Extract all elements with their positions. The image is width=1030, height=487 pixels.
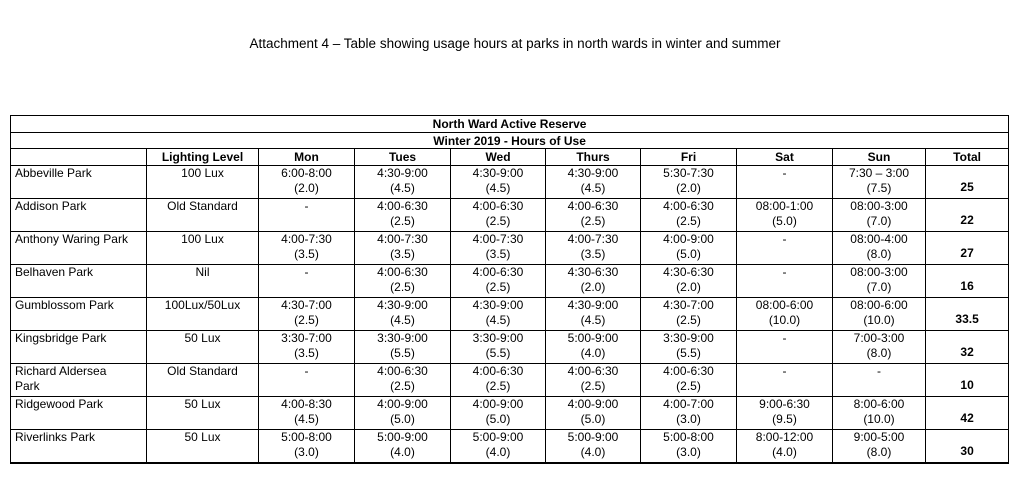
duration-hours: (3.5) (294, 346, 319, 360)
day-hours-cell (355, 232, 451, 265)
table-title: North Ward Active Reserve (11, 116, 1009, 133)
duration-hours: (2.5) (485, 280, 511, 294)
time-range: 4:00-6:30 (472, 199, 524, 213)
park-name-cell: Ridgewood Park (11, 397, 147, 430)
day-hours-cell (737, 232, 833, 265)
duration-hours: (5.5) (390, 346, 415, 360)
duration-hours: (2.0) (294, 181, 319, 195)
time-range: 8:00-6:00 (853, 397, 905, 411)
column-header: Fri (641, 149, 737, 166)
day-hours-cell (546, 331, 641, 364)
day-hours-cell (737, 430, 833, 463)
day-hours-cell (641, 232, 737, 265)
total-hours-cell: 10 (926, 364, 1009, 397)
day-hours-cell (546, 166, 641, 199)
total-hours-cell: 16 (926, 265, 1009, 298)
time-range: - (304, 265, 309, 279)
time-range: 4:30-6:30 (567, 265, 619, 279)
duration-hours: (2.5) (390, 379, 415, 393)
day-hours-cell (355, 265, 451, 298)
column-header: Tues (355, 149, 451, 166)
park-name-cell: Addison Park (11, 199, 147, 232)
time-range: 4:00-7:30 (567, 232, 619, 246)
time-range: 4:00-7:30 (377, 232, 428, 246)
day-hours-cell (451, 430, 546, 463)
day-hours-cell (641, 199, 737, 232)
day-hours-cell (259, 166, 355, 199)
time-range: 9:00-5:00 (853, 430, 905, 444)
duration-hours: (3.5) (390, 247, 415, 261)
time-range: 4:00-6:30 (472, 364, 524, 378)
time-range: 5:30-7:30 (663, 166, 714, 180)
time-range: 4:30-9:00 (567, 166, 619, 180)
time-range: 5:00-9:00 (567, 430, 619, 444)
duration-hours: (2.5) (485, 214, 511, 228)
day-hours-cell (259, 232, 355, 265)
time-range: 4:00-6:30 (377, 199, 428, 213)
park-name-cell: Anthony Waring Park (11, 232, 147, 265)
column-header: Mon (259, 149, 355, 166)
lighting-level-cell: 100 Lux (147, 166, 259, 199)
table-subtitle: Winter 2019 - Hours of Use (11, 133, 1009, 149)
time-range: 4:00-6:30 (567, 364, 619, 378)
table-subtitle-row (11, 133, 1009, 149)
day-hours-cell (259, 331, 355, 364)
park-name-cell: Belhaven Park (11, 265, 147, 298)
duration-hours: (4.5) (580, 313, 606, 327)
usage-hours-table (10, 115, 1009, 464)
day-hours-cell (737, 166, 833, 199)
day-hours-cell (737, 265, 833, 298)
day-hours-cell (451, 397, 546, 430)
time-range: - (304, 364, 309, 378)
duration-hours: (5.0) (676, 247, 701, 261)
time-range: 4:30-7:00 (663, 298, 714, 312)
time-range: 4:30-9:00 (472, 298, 524, 312)
total-hours-cell: 27 (926, 232, 1009, 265)
duration-hours: (5.5) (485, 346, 511, 360)
duration-hours: (3.0) (294, 445, 319, 459)
day-hours-cell (546, 364, 641, 397)
park-name-cell: Gumblossom Park (11, 298, 147, 331)
day-hours-cell (641, 430, 737, 463)
lighting-level-cell: Old Standard (147, 364, 259, 397)
column-header (11, 149, 147, 166)
day-hours-cell (737, 331, 833, 364)
time-range: 5:00-9:00 (472, 430, 524, 444)
day-hours-cell (833, 298, 926, 331)
time-range: 08:00-3:00 (850, 199, 908, 213)
time-range: 4:30-6:30 (663, 265, 714, 279)
duration-hours: (8.0) (866, 346, 892, 360)
day-hours-cell (546, 199, 641, 232)
time-range: 4:00-6:30 (663, 364, 714, 378)
time-range: - (877, 364, 881, 378)
total-hours-cell: 25 (926, 166, 1009, 199)
lighting-level-cell: 50 Lux (147, 397, 259, 430)
day-hours-cell (833, 265, 926, 298)
column-header: Sun (833, 149, 926, 166)
lighting-level-cell: 100Lux/50Lux (147, 298, 259, 331)
day-hours-cell (355, 298, 451, 331)
column-header: Wed (451, 149, 546, 166)
day-hours-cell (259, 265, 355, 298)
total-hours-cell: 42 (926, 397, 1009, 430)
day-hours-cell (451, 298, 546, 331)
time-range: 5:00-8:00 (281, 430, 332, 444)
day-hours-cell (737, 199, 833, 232)
total-hours-cell: 33.5 (926, 298, 1009, 331)
duration-hours: (4.0) (772, 445, 797, 459)
duration-hours: (2.5) (580, 214, 606, 228)
duration-hours: (3.5) (294, 247, 319, 261)
day-hours-cell (546, 265, 641, 298)
day-hours-cell (259, 397, 355, 430)
day-hours-cell (546, 298, 641, 331)
duration-hours: (4.0) (390, 445, 415, 459)
time-range: 4:30-9:00 (567, 298, 619, 312)
time-range: 4:00-6:30 (472, 265, 524, 279)
duration-hours: (5.0) (485, 412, 511, 426)
table-row (11, 364, 1009, 397)
day-hours-cell (355, 166, 451, 199)
time-range: 3:30-9:00 (663, 331, 714, 345)
time-range: - (782, 265, 787, 279)
time-range: 4:00-6:30 (567, 199, 619, 213)
duration-hours: (10.0) (863, 313, 895, 327)
time-range: 3:30-9:00 (472, 331, 524, 345)
day-hours-cell (451, 331, 546, 364)
day-hours-cell (833, 397, 926, 430)
duration-hours: (2.0) (676, 280, 701, 294)
total-hours-cell: 30 (926, 430, 1009, 463)
time-range: - (782, 331, 787, 345)
day-hours-cell (259, 364, 355, 397)
day-hours-cell (355, 364, 451, 397)
duration-hours: (2.0) (580, 280, 606, 294)
day-hours-cell (641, 298, 737, 331)
duration-hours: (5.5) (676, 346, 701, 360)
day-hours-cell (737, 364, 833, 397)
day-hours-cell (355, 199, 451, 232)
day-hours-cell (833, 364, 926, 397)
duration-hours: (4.5) (390, 313, 415, 327)
duration-hours: (2.5) (485, 379, 511, 393)
time-range: 08:00-4:00 (850, 232, 908, 246)
column-header: Thurs (546, 149, 641, 166)
day-hours-cell (451, 166, 546, 199)
day-hours-cell (451, 199, 546, 232)
day-hours-cell (546, 232, 641, 265)
column-header: Lighting Level (147, 149, 259, 166)
lighting-level-cell: 50 Lux (147, 331, 259, 364)
time-range: 4:00-9:00 (472, 397, 524, 411)
day-hours-cell (546, 397, 641, 430)
time-range: - (782, 232, 787, 246)
duration-hours: (8.0) (866, 247, 892, 261)
time-range: 8:00-12:00 (755, 430, 814, 444)
day-hours-cell (259, 199, 355, 232)
time-range: 4:00-8:30 (281, 397, 332, 411)
time-range: 4:00-6:30 (377, 265, 428, 279)
time-range: 6:00-8:00 (281, 166, 332, 180)
park-name-cell: Abbeville Park (11, 166, 147, 199)
time-range: 4:00-7:00 (663, 397, 714, 411)
day-hours-cell (355, 430, 451, 463)
duration-hours: (5.0) (580, 412, 606, 426)
time-range: 4:30-7:00 (281, 298, 332, 312)
day-hours-cell (641, 397, 737, 430)
duration-hours: (4.5) (580, 181, 606, 195)
day-hours-cell (737, 298, 833, 331)
time-range: 4:30-9:00 (377, 166, 428, 180)
day-hours-cell (641, 265, 737, 298)
day-hours-cell (355, 397, 451, 430)
column-header-row (11, 149, 1009, 166)
duration-hours: (10.0) (863, 412, 895, 426)
time-range: 3:30-9:00 (377, 331, 428, 345)
day-hours-cell (737, 397, 833, 430)
duration-hours: (4.5) (390, 181, 415, 195)
park-name-cell: Riverlinks Park (11, 430, 147, 463)
time-range: 4:00-7:30 (472, 232, 524, 246)
time-range: 7:00-3:00 (853, 331, 905, 345)
duration-hours: (2.5) (676, 214, 701, 228)
total-hours-cell: 32 (926, 331, 1009, 364)
table-title-row (11, 116, 1009, 133)
day-hours-cell (641, 166, 737, 199)
duration-hours: (3.0) (676, 412, 701, 426)
page-title: Attachment 4 – Table showing usage hours at parks in north wards in winter and summer (249, 36, 781, 51)
time-range: 4:00-9:00 (567, 397, 619, 411)
time-range: 9:00-6:30 (759, 397, 810, 411)
time-range: 7:30 – 3:00 (848, 166, 910, 180)
duration-hours: (3.0) (676, 445, 701, 459)
column-header: Sat (737, 149, 833, 166)
time-range: 4:30-9:00 (472, 166, 524, 180)
time-range: 5:00-8:00 (663, 430, 714, 444)
day-hours-cell (355, 331, 451, 364)
time-range: - (782, 166, 787, 180)
day-hours-cell (259, 298, 355, 331)
table-row (11, 232, 1009, 265)
day-hours-cell (259, 430, 355, 463)
time-range: 08:00-3:00 (850, 265, 908, 279)
park-name-cell: Kingsbridge Park (11, 331, 147, 364)
lighting-level-cell: Old Standard (147, 199, 259, 232)
duration-hours: (3.5) (580, 247, 606, 261)
duration-hours: (2.5) (580, 379, 606, 393)
day-hours-cell (833, 199, 926, 232)
table-row (11, 397, 1009, 430)
time-range: 3:30-7:00 (281, 331, 332, 345)
time-range: 08:00-6:00 (850, 298, 908, 312)
day-hours-cell (833, 331, 926, 364)
table-body (11, 166, 1009, 463)
time-range: 4:00-6:30 (377, 364, 428, 378)
duration-hours: (4.5) (485, 181, 511, 195)
park-name-cell: Richard Aldersea Park (11, 364, 147, 397)
table-row (11, 430, 1009, 463)
duration-hours: (8.0) (866, 445, 892, 459)
duration-hours: (7.0) (866, 280, 892, 294)
duration-hours: (2.5) (294, 313, 319, 327)
table-row (11, 265, 1009, 298)
day-hours-cell (833, 232, 926, 265)
day-hours-cell (641, 331, 737, 364)
duration-hours: (5.0) (390, 412, 415, 426)
day-hours-cell (833, 166, 926, 199)
duration-hours: (9.5) (772, 412, 797, 426)
duration-hours: (4.0) (580, 346, 606, 360)
table-row (11, 298, 1009, 331)
duration-hours: (2.5) (390, 280, 415, 294)
duration-hours: (3.5) (485, 247, 511, 261)
table-row (11, 331, 1009, 364)
table-row (11, 199, 1009, 232)
day-hours-cell (451, 232, 546, 265)
time-range: 4:00-9:00 (663, 232, 714, 246)
table-row (11, 166, 1009, 199)
duration-hours: (2.0) (676, 181, 701, 195)
duration-hours: (7.5) (866, 181, 892, 195)
duration-hours: (4.5) (485, 313, 511, 327)
lighting-level-cell: 100 Lux (147, 232, 259, 265)
lighting-level-cell: Nil (147, 265, 259, 298)
time-range: 4:00-7:30 (281, 232, 332, 246)
duration-hours: (4.0) (485, 445, 511, 459)
duration-hours: (10.0) (768, 313, 801, 327)
column-header: Total (926, 149, 1009, 166)
duration-hours: (2.5) (676, 313, 701, 327)
day-hours-cell (641, 364, 737, 397)
day-hours-cell (546, 430, 641, 463)
time-range: 5:00-9:00 (567, 331, 619, 345)
lighting-level-cell: 50 Lux (147, 430, 259, 463)
time-range: 4:00-9:00 (377, 397, 428, 411)
table-head (11, 116, 1009, 166)
duration-hours: (4.5) (294, 412, 319, 426)
day-hours-cell (833, 430, 926, 463)
time-range: 08:00-1:00 (755, 199, 814, 213)
duration-hours: (5.0) (772, 214, 797, 228)
duration-hours: (2.5) (676, 379, 701, 393)
duration-hours: (2.5) (390, 214, 415, 228)
time-range: 4:30-9:00 (377, 298, 428, 312)
time-range: 5:00-9:00 (377, 430, 428, 444)
total-hours-cell: 22 (926, 199, 1009, 232)
duration-hours: (7.0) (866, 214, 892, 228)
time-range: - (304, 199, 309, 213)
time-range: 08:00-6:00 (755, 298, 814, 312)
time-range: 4:00-6:30 (663, 199, 714, 213)
time-range: - (782, 364, 787, 378)
day-hours-cell (451, 364, 546, 397)
duration-hours: (4.0) (580, 445, 606, 459)
day-hours-cell (451, 265, 546, 298)
